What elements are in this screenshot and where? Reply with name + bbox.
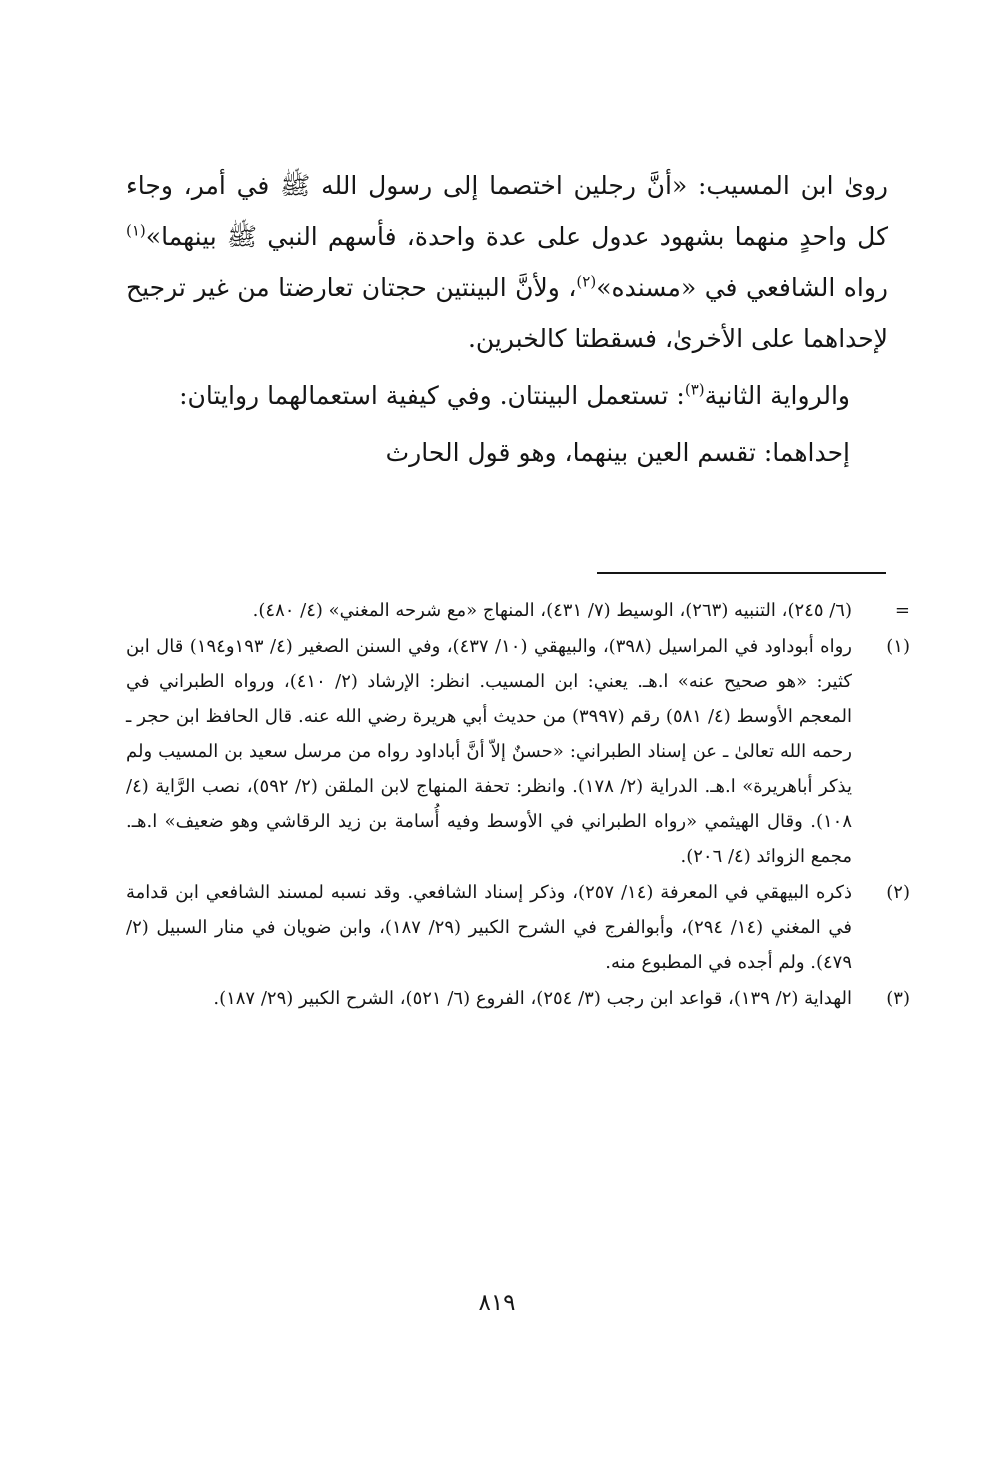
main-paragraph xyxy=(126,427,888,478)
main-paragraph xyxy=(126,370,888,421)
paragraph-text: والرواية الثانية xyxy=(704,381,850,410)
footnote-item xyxy=(126,981,910,1016)
footnote-text: ذكره البيهقي في المعرفة (١٤/ ٢٥٧)، وذكر إسناد الشافعي. وقد نسبه لمسند الشافعي ابن قدامة في المغني (١٤/ ٢٩٤)، وأبوالفرج في الشرح الكبير (٢٩/ ١٨٧)، وابن ضويان في منار السبيل (٢/ ٤٧٩). ولم أجده في المطبوع منه. xyxy=(126,882,853,973)
footnote-text: (٦/ ٢٤٥)، التنبيه (٢٦٣)، الوسيط (٧/ ٤٣١)، المنهاج «مع شرحه المغني» (٤/ ٤٨٠). xyxy=(252,600,852,621)
footnote-item xyxy=(126,629,910,874)
paragraph-text: إحداهما: تقسم العين بينهما، وهو قول الحارث xyxy=(385,438,850,467)
footnote-item xyxy=(126,593,910,628)
footnote-text: الهداية (٢/ ١٣٩)، قواعد ابن رجب (٣/ ٢٥٤)، الفروع (٦/ ٥٢١)، الشرح الكبير (٢٩/ ١٨٧). xyxy=(213,988,852,1009)
footnote-reference[interactable]: (٣) xyxy=(684,380,705,399)
footnote-text: رواه أبوداود في المراسيل (٣٩٨)، والبيهقي (١٠/ ٤٣٧)، وفي السنن الصغير (٤/ ١٩٣و١٩٤) قال ابن كثير: «هو صحيح عنه» ا.هـ. يعني: ابن المسيب. انظر: الإرشاد (٢/ ٤١٠)، ورواه الطبراني في المعجم الأوسط (٤/ ٥٨١) رقم (٣٩٩٧) من حديث أبي هريرة رضي الله عنه. قال الحافظ ابن حجر ـ رحمه الله تعالىٰ ـ عن إسناد الطبراني: «حسنٌ إلاّ أنَّ أباداود رواه من مرسل سعيد بن المسيب ولم يذكر أباهريرة» ا.هـ. الدراية (٢/ ١٧٨). وانظر: تحفة المنهاج لابن الملقن (٢/ ٥٩٢)، نصب الرَّاية (٤/ ١٠٨). وقال الهيثمي «رواه الطبراني في الأوسط وفيه أُسامة بن زيد الرقاشي وهو ضعيف» ا.هـ. مجمع الزوائد (٤/ ٢٠٦). xyxy=(126,636,852,867)
footnote-reference[interactable]: (٢) xyxy=(576,272,597,291)
footnote-separator xyxy=(597,572,886,574)
paragraph-text: : تستعمل البينتان. وفي كيفية استعمالهما روايتان: xyxy=(179,381,685,410)
footnote-marker: (١) xyxy=(886,636,910,657)
footnotes xyxy=(126,593,910,1017)
page-number: ٨١٩ xyxy=(478,1290,516,1316)
paragraph-text: روىٰ ابن المسيب: «أنَّ رجلين اختصما إلى رسول الله ﷺ في أمر، وجاء كل واحدٍ منهما بشهود عدول على عدة واحدة، فأسهم النبي ﷺ بينهما» xyxy=(126,171,888,251)
footnote-reference[interactable]: (١) xyxy=(126,221,146,240)
footnote-item xyxy=(126,875,910,980)
main-text xyxy=(126,160,888,478)
footnote-marker: (٢) xyxy=(886,882,910,903)
footnote-marker: (٣) xyxy=(886,988,910,1009)
main-paragraph xyxy=(126,160,888,364)
footnote-marker: = xyxy=(894,600,910,621)
paragraph-text: ، ولأنَّ البينتين حجتان تعارضتا من غير ترجيح لإحداهما على الأخرىٰ، فسقطتا كالخبرين. xyxy=(126,273,888,353)
paragraph-text: رواه الشافعي في «مسنده» xyxy=(596,273,888,302)
